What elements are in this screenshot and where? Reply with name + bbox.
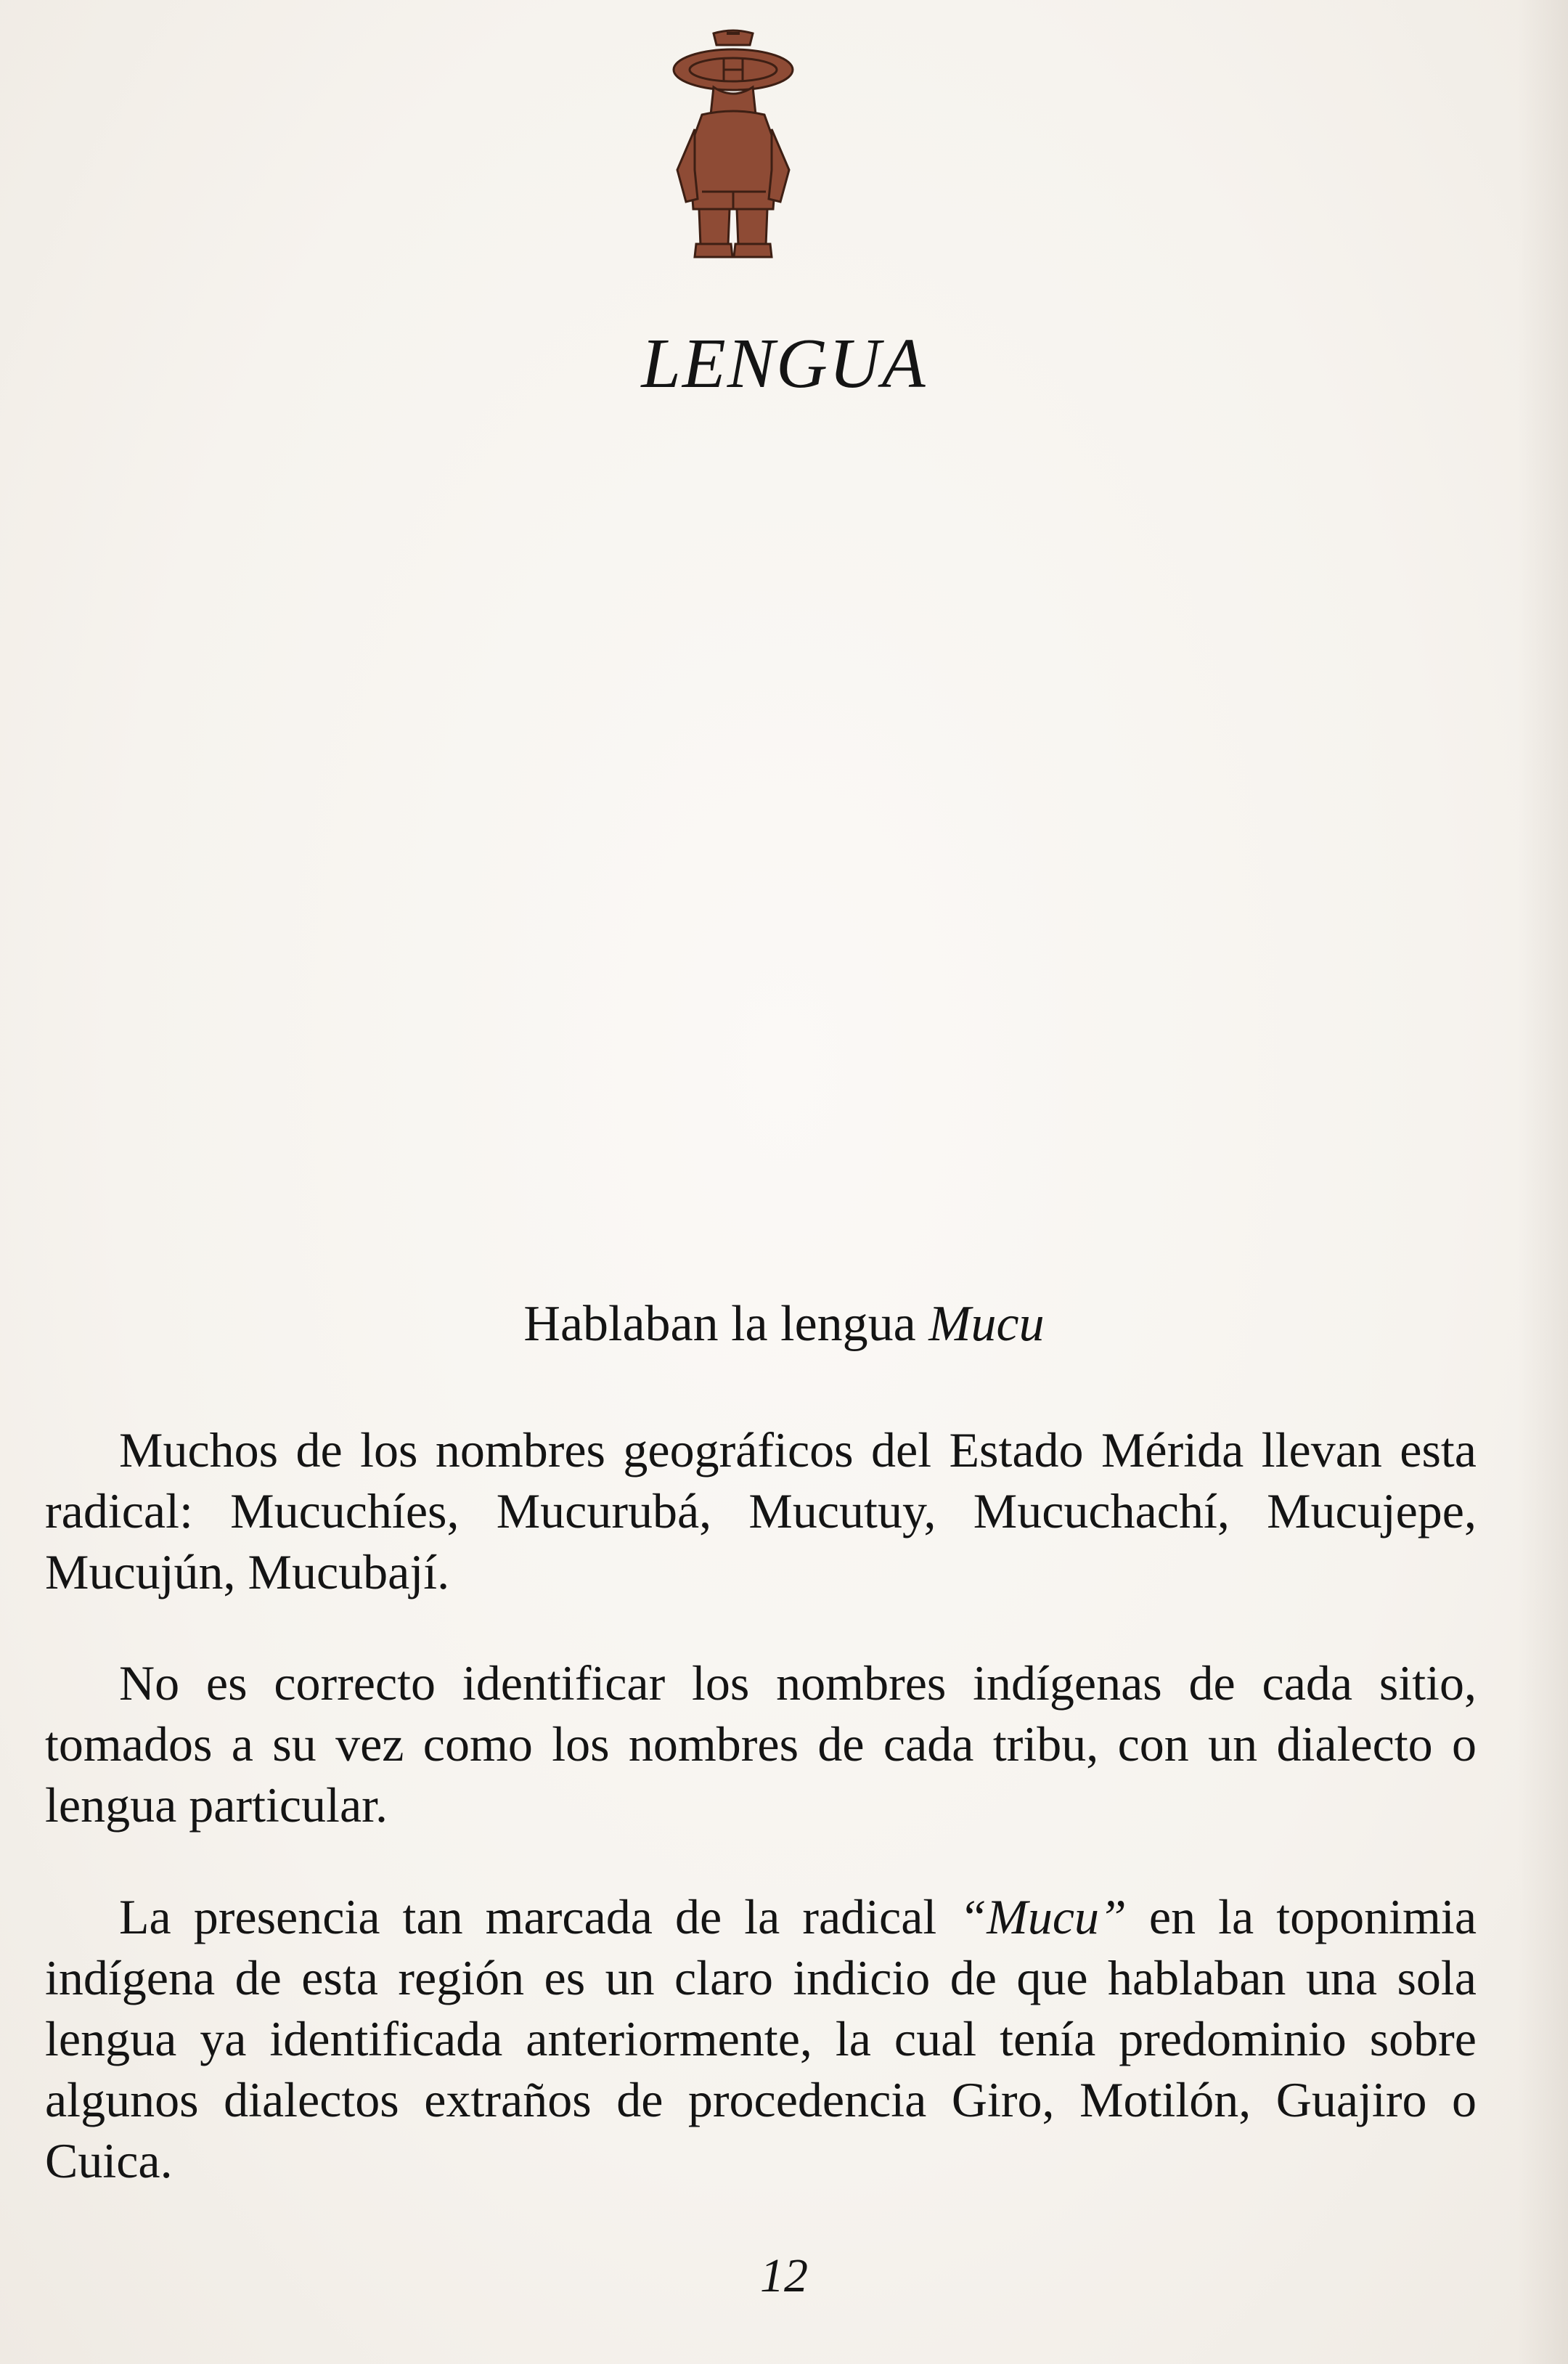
paragraph-text: Muchos de los nombres geográficos del Estado Mérida llevan esta radical: Mucuchíes, Mucurubá, Mucutuy, Mucuchachí, Mucujepe, Mucujún, Mucubají. <box>45 1422 1477 1599</box>
pre-columbian-figurine-icon <box>657 28 809 260</box>
chapter-title: LENGUA <box>641 325 927 403</box>
subtitle-text: Hablaban la lengua <box>523 1296 929 1352</box>
paragraph-identification <box>45 1652 1477 1835</box>
paragraph-quote: “Mucu” <box>959 1889 1127 1944</box>
paragraph-geographic-names <box>45 1419 1477 1602</box>
paragraph-mucu-presence <box>45 1886 1477 2191</box>
paragraph-text: No es correcto identificar los nombres indígenas de cada sitio, tomados a su vez como los nombres de cada tribu, con un dialecto o lengua particular. <box>45 1655 1477 1833</box>
paragraph-text-before: La presencia tan marcada de la radical <box>119 1889 960 1944</box>
section-subtitle <box>0 1294 1568 1355</box>
page-number: 12 <box>760 2249 808 2302</box>
paragraph-text-after: en la toponimia indígena de esta región es un claro indicio de que hablaban una sola lengua ya identificada anteriormente, la cual tenía predominio sobre algunos dialectos extraños de procedencia Giro, Motilón, Guajiro o Cuica. <box>45 1889 1477 2188</box>
subtitle-emphasis: Mucu <box>928 1296 1045 1352</box>
